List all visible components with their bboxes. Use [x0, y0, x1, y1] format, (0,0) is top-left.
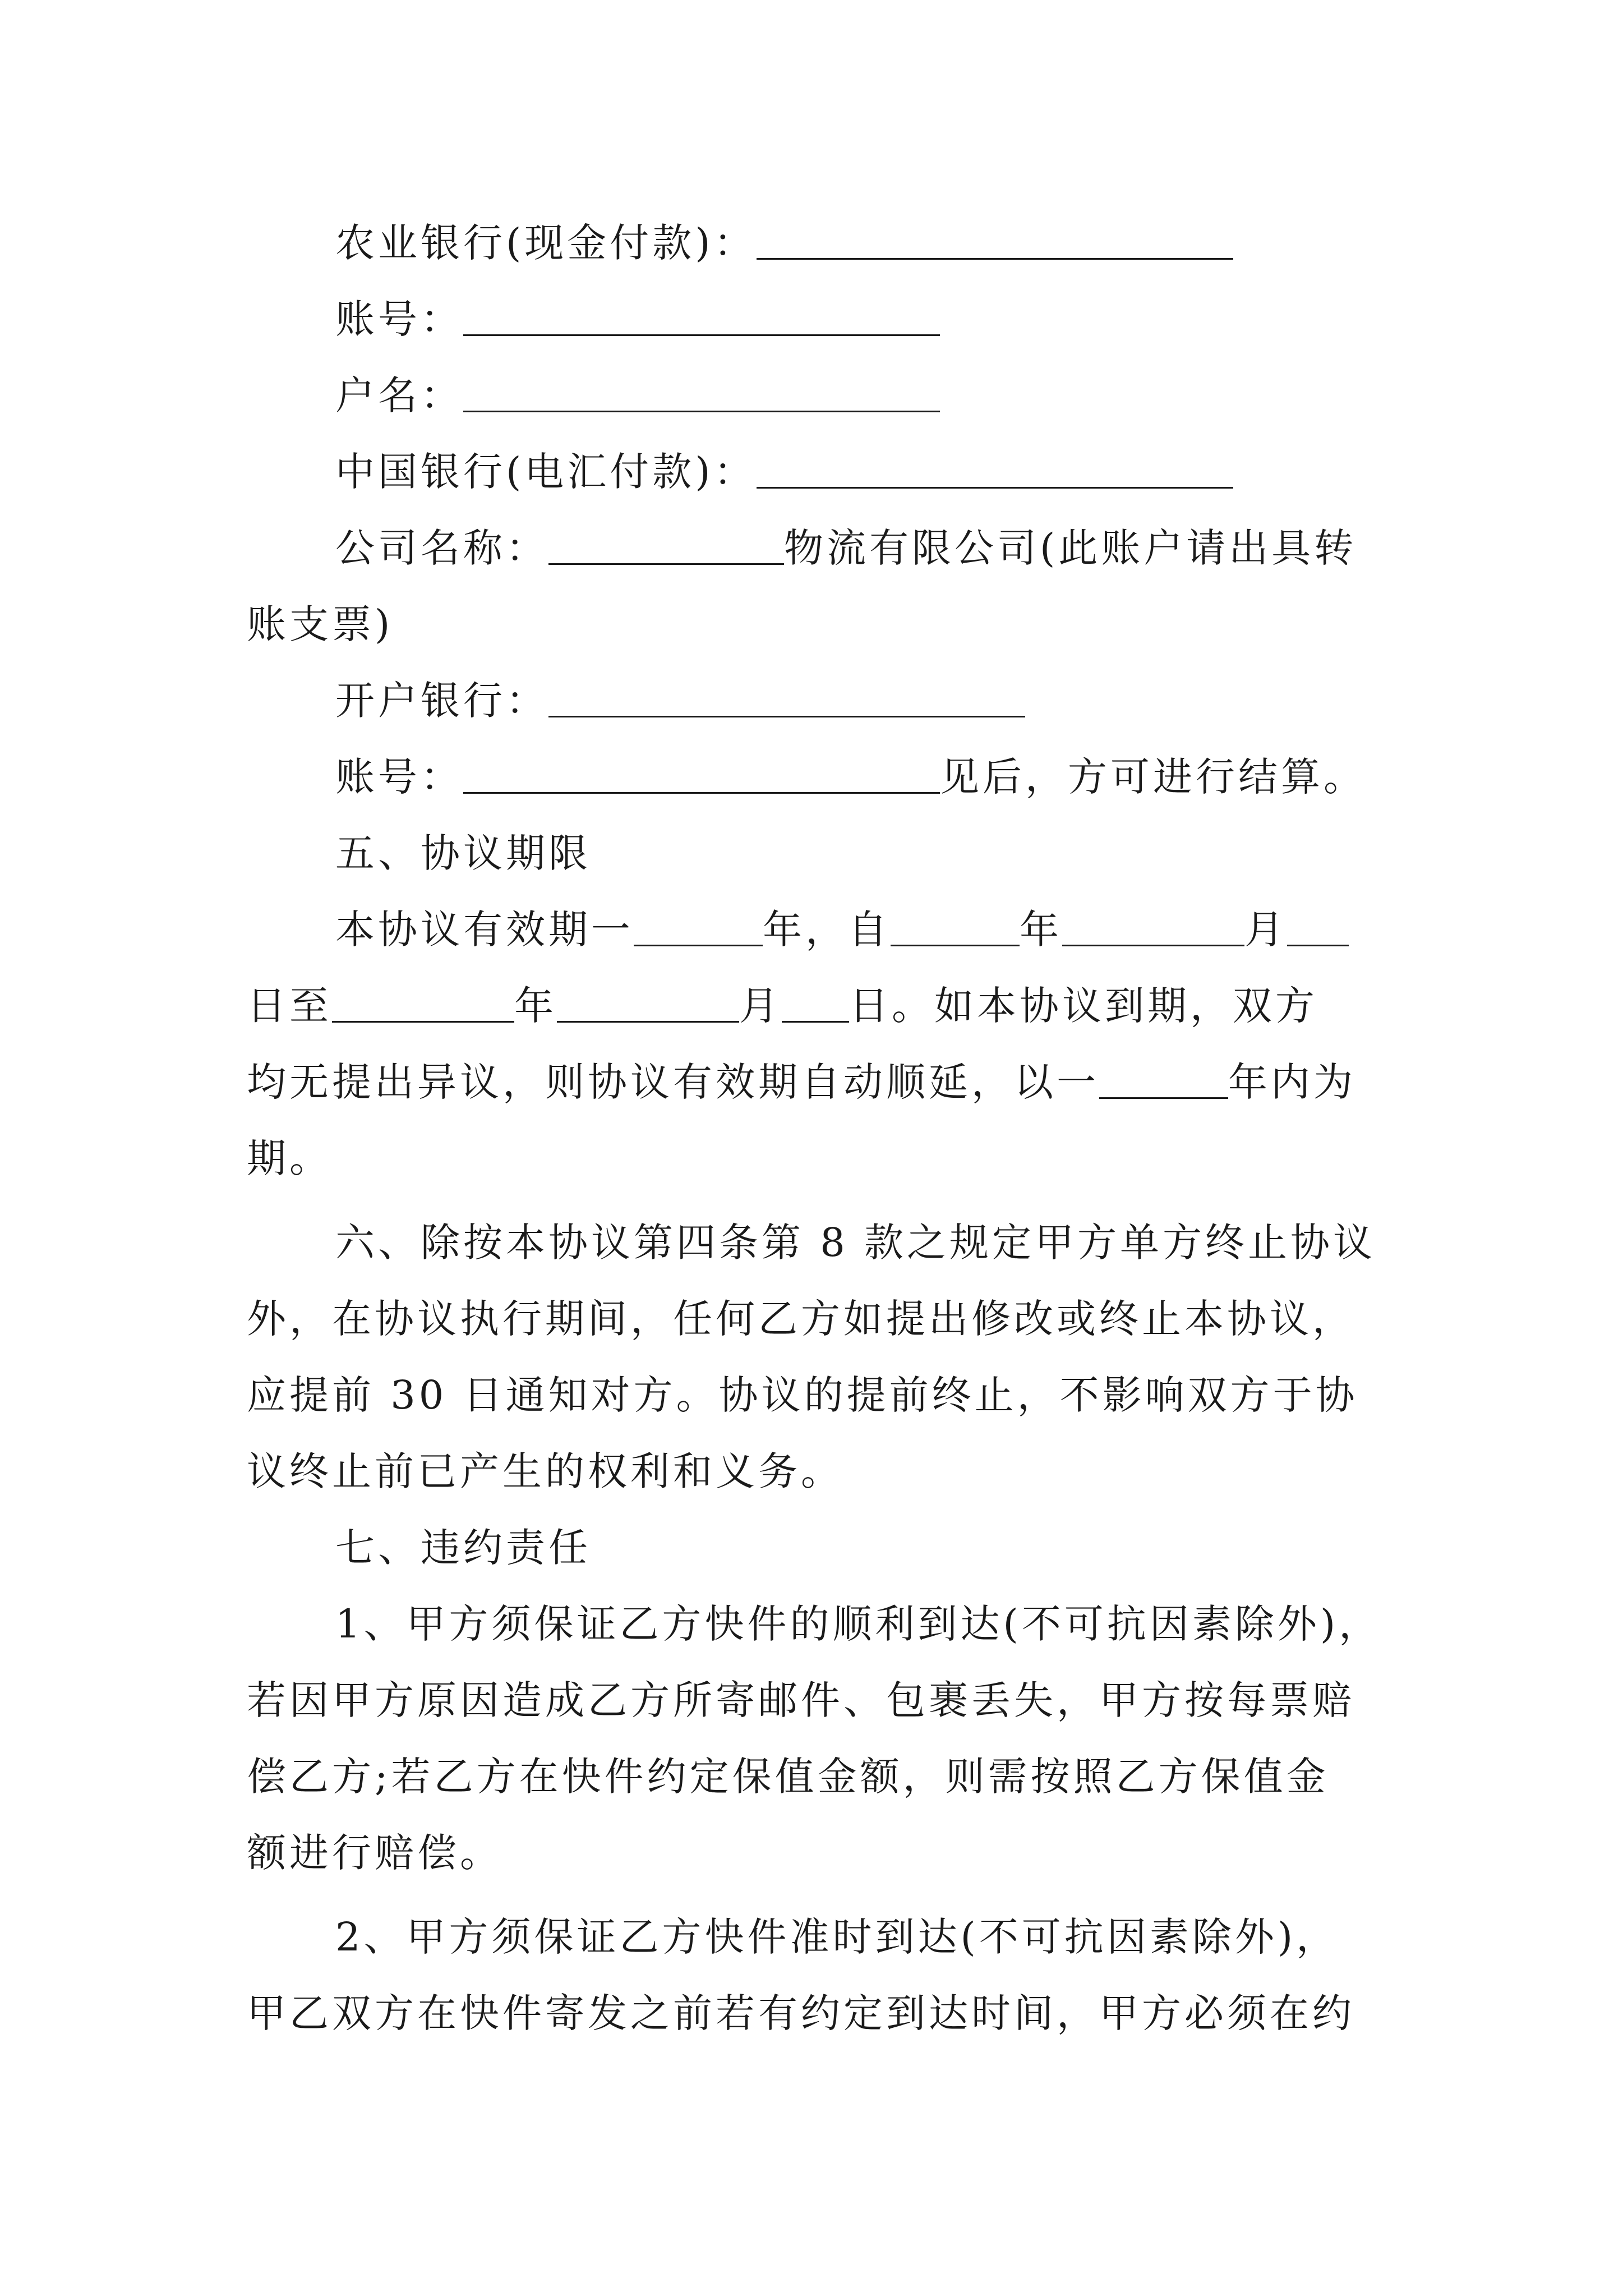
text-line — [247, 1135, 1380, 1181]
fill-in-blank — [782, 987, 849, 1023]
label-text: 开户银行： — [335, 678, 548, 724]
body-text: 见后，方可进行结算。 — [940, 754, 1366, 800]
text-line — [335, 296, 1468, 342]
fill-in-blank — [1099, 1064, 1228, 1099]
body-text: 甲乙双方在快件寄发之前若有约定到达时间，甲方必须在约 — [247, 1990, 1355, 2036]
body-text: 月 — [739, 983, 782, 1029]
fill-in-blank — [463, 301, 940, 336]
text-line — [335, 1601, 1468, 1647]
label-text: 农业银行(现金付款)： — [335, 220, 757, 266]
body-text: 议终止前已产生的权利和义务。 — [247, 1448, 843, 1494]
label-text: 中国银行(电汇付款)： — [335, 449, 757, 495]
text-line — [335, 449, 1468, 495]
body-text: 年 — [1020, 907, 1062, 953]
body-text: 2、甲方须保证乙方快件准时到达(不可抗因素除外)， — [335, 1914, 1339, 1960]
label-text: 账号： — [335, 754, 463, 800]
label-text: 账号： — [335, 296, 463, 342]
body-text: 均无提出异议，则协议有效期自动顺延，以一 — [247, 1059, 1099, 1105]
fill-in-blank — [891, 911, 1020, 946]
body-text: 年内为 — [1228, 1059, 1356, 1105]
body-text: 期。 — [247, 1135, 332, 1181]
fill-in-blank — [463, 758, 940, 794]
body-text: 六、除按本协议第四条第 8 款之规定甲方单方终止协议 — [335, 1220, 1376, 1266]
text-line — [247, 1372, 1380, 1418]
label-text: 户名： — [335, 372, 463, 418]
fill-in-blank — [1062, 911, 1244, 946]
text-line — [335, 678, 1468, 724]
body-text: 若因甲方原因造成乙方所寄邮件、包裹丢失，甲方按每票赔 — [247, 1677, 1355, 1723]
text-line — [247, 1448, 1380, 1494]
fill-in-blank — [548, 682, 1025, 717]
body-text: 日。如本协议到期，双方 — [849, 983, 1318, 1029]
text-line — [335, 372, 1468, 418]
text-line — [247, 1677, 1380, 1723]
body-text: 应提前 30 日通知对方。协议的提前终止，不影响双方于协 — [247, 1372, 1358, 1418]
text-line — [247, 983, 1380, 1029]
heading-text: 五、协议期限 — [335, 830, 591, 876]
body-text: 月 — [1244, 907, 1287, 953]
fill-in-blank — [548, 530, 784, 565]
body-text: 账支票) — [247, 601, 394, 647]
text-line — [335, 525, 1468, 571]
section-heading — [335, 1525, 1468, 1571]
body-text: 偿乙方;若乙方在快件约定保值金额，则需按照乙方保值金 — [247, 1754, 1329, 1800]
fill-in-blank — [1287, 911, 1349, 946]
body-text: 额进行赔偿。 — [247, 1830, 502, 1876]
fill-in-blank — [332, 987, 514, 1023]
section-heading — [335, 830, 1468, 876]
fill-in-blank — [557, 987, 739, 1023]
fill-in-blank — [757, 453, 1233, 489]
text-line — [247, 1754, 1380, 1800]
fill-in-blank — [463, 377, 940, 412]
body-text: 物流有限公司(此账户请出具转 — [784, 525, 1357, 571]
text-line — [247, 1059, 1380, 1105]
body-text: 外，在协议执行期间，任何乙方如提出修改或终止本协议， — [247, 1296, 1355, 1342]
text-line — [335, 907, 1468, 953]
body-text: 日至 — [247, 983, 332, 1029]
text-line — [247, 601, 1380, 647]
text-line — [247, 1296, 1380, 1342]
text-line — [335, 1914, 1468, 1960]
fill-in-blank — [634, 911, 763, 946]
body-text: 1、甲方须保证乙方快件的顺利到达(不可抗因素除外)， — [335, 1601, 1382, 1647]
text-line — [335, 1220, 1468, 1266]
body-text: 年，自 — [763, 907, 891, 953]
text-line — [335, 754, 1468, 800]
fill-in-blank — [757, 224, 1233, 260]
text-line — [247, 1830, 1380, 1876]
label-text: 公司名称： — [335, 525, 548, 571]
body-text: 本协议有效期一 — [335, 907, 634, 953]
text-line — [247, 1990, 1380, 2036]
text-line — [335, 220, 1468, 266]
body-text: 年 — [514, 983, 557, 1029]
heading-text: 七、违约责任 — [335, 1525, 591, 1571]
